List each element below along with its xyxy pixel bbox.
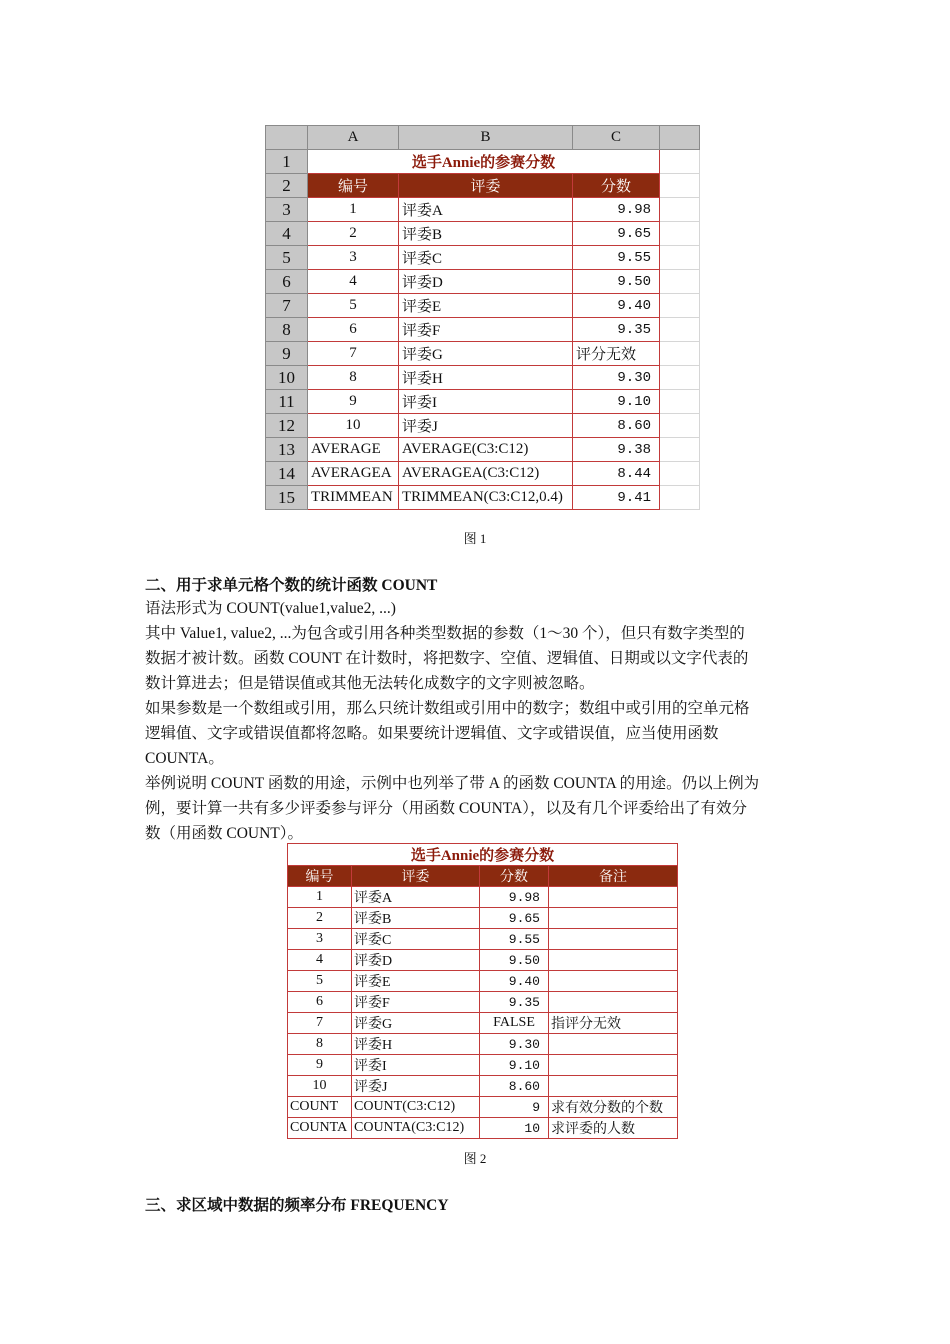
table-row (288, 1118, 678, 1139)
cell-id: COUNTA (288, 1118, 352, 1139)
cell-judge: 评委I (399, 390, 573, 414)
cell-judge: 评委I (352, 1055, 480, 1076)
corner-cell (266, 126, 308, 150)
cell-judge: AVERAGEA(C3:C12) (399, 462, 573, 486)
row-number: 11 (266, 390, 308, 414)
sheet-row (266, 174, 700, 198)
cell-score: 8.60 (573, 414, 660, 438)
cell-id: TRIMMEAN (308, 486, 399, 510)
cell-judge: 评委E (399, 294, 573, 318)
cell-score: 9.55 (480, 929, 549, 950)
section2-heading: 二、用于求单元格个数的统计函数 COUNT (145, 577, 438, 594)
paragraph-line: COUNTA。 (145, 750, 224, 767)
cell-id: COUNT (288, 1097, 352, 1118)
row-number: 4 (266, 222, 308, 246)
cell-id: 1 (308, 198, 399, 222)
row-number: 15 (266, 486, 308, 510)
paragraph-line: 逻辑值、文字或错误值都将忽略。如果要统计逻辑值、文字或错误值，应当使用函数 (145, 725, 719, 742)
cell-judge: 评委H (399, 366, 573, 390)
table-row (288, 929, 678, 950)
table-row (288, 908, 678, 929)
cell-note (549, 992, 678, 1013)
cell-score: 10 (480, 1118, 549, 1139)
figure2-table (287, 843, 678, 1139)
sheet-row (266, 438, 700, 462)
row-number: 5 (266, 246, 308, 270)
cell-id: AVERAGEA (308, 462, 399, 486)
sheet-row (266, 270, 700, 294)
cell-note (549, 908, 678, 929)
cell-note (549, 971, 678, 992)
row-number: 6 (266, 270, 308, 294)
paragraph-line: 例，要计算一共有多少评委参与评分（用函数 COUNTA），以及有几个评委给出了有效分 (145, 800, 747, 817)
cell-score: 9.30 (573, 366, 660, 390)
column-header-d (660, 126, 700, 150)
cell-judge: COUNTA(C3:C12) (352, 1118, 480, 1139)
cell-note (549, 1055, 678, 1076)
column-header-b: B (399, 126, 573, 150)
cell-judge: 评委A (399, 198, 573, 222)
cell-id: 10 (308, 414, 399, 438)
cell-id: 2 (288, 908, 352, 929)
cell-id: 6 (308, 318, 399, 342)
table-row (288, 950, 678, 971)
cell-score: 8.60 (480, 1076, 549, 1097)
column-header-row (266, 126, 700, 150)
paragraph-line: 举例说明 COUNT 函数的用途，示例中也列举了带 A 的函数 COUNTA 的用途。仍以上例为 (145, 775, 760, 792)
cell-id: 1 (288, 887, 352, 908)
cell-score: 9.10 (480, 1055, 549, 1076)
sheet-row (266, 414, 700, 438)
paragraph-line: 其中 Value1, value2, ...为包含或引用各种类型数据的参数（1～30 个），但只有数字类型的 (145, 625, 745, 642)
section3-heading: 三、求区域中数据的频率分布 FREQUENCY (145, 1197, 449, 1214)
cell-score: 9.40 (480, 971, 549, 992)
column-header-a: A (308, 126, 399, 150)
cell-judge: 评委B (399, 222, 573, 246)
sheet-row (266, 294, 700, 318)
cell-note (549, 929, 678, 950)
table-row (288, 1076, 678, 1097)
sheet-row (266, 198, 700, 222)
sheet-row (266, 150, 700, 174)
cell-score: 9 (480, 1097, 549, 1118)
cell-score: 9.98 (480, 887, 549, 908)
cell-judge: COUNT(C3:C12) (352, 1097, 480, 1118)
table-row (288, 1013, 678, 1034)
paragraph-line: 数（用函数 COUNT）。 (145, 825, 304, 842)
column-label: 编号 (288, 866, 352, 887)
sheet-row (266, 462, 700, 486)
cell-id: 3 (308, 246, 399, 270)
sheet2-body (288, 887, 678, 1139)
table-row (288, 1034, 678, 1055)
row-number: 8 (266, 318, 308, 342)
sheet-row (266, 222, 700, 246)
cell-id: 4 (288, 950, 352, 971)
cell-id: 9 (288, 1055, 352, 1076)
cell-judge: 评委A (352, 887, 480, 908)
cell-judge: 评委C (352, 929, 480, 950)
cell-id: 5 (308, 294, 399, 318)
cell-score: 9.30 (480, 1034, 549, 1055)
row-number: 13 (266, 438, 308, 462)
column-label: 评委 (352, 866, 480, 887)
cell-note (549, 950, 678, 971)
sheet-row (266, 390, 700, 414)
cell-judge: 评委G (352, 1013, 480, 1034)
cell-score: FALSE (480, 1013, 549, 1034)
sheet1-body (266, 198, 700, 510)
cell-id: 5 (288, 971, 352, 992)
cell-id: AVERAGE (308, 438, 399, 462)
row-number: 12 (266, 414, 308, 438)
cell-id: 3 (288, 929, 352, 950)
cell-score: 9.38 (573, 438, 660, 462)
paragraph-line: 语法形式为 COUNT(value1,value2, ...) (145, 600, 396, 617)
cell-judge: 评委F (399, 318, 573, 342)
header-row (288, 866, 678, 887)
cell-score: 9.35 (573, 318, 660, 342)
column-label: 分数 (573, 174, 660, 198)
cell-score: 9.41 (573, 486, 660, 510)
row-number: 2 (266, 174, 308, 198)
column-header-c: C (573, 126, 660, 150)
table-title: 选手Annie的参赛分数 (288, 844, 678, 866)
cell-id: 7 (288, 1013, 352, 1034)
paragraph-line: 数计算进去；但是错误值或其他无法转化成数字的文字则被忽略。 (145, 675, 595, 692)
cell-id: 9 (308, 390, 399, 414)
figure1-spreadsheet (265, 125, 700, 510)
cell-id: 4 (308, 270, 399, 294)
cell-judge: 评委E (352, 971, 480, 992)
row-number: 9 (266, 342, 308, 366)
column-label: 备注 (549, 866, 678, 887)
table-row (288, 1097, 678, 1118)
row-number: 10 (266, 366, 308, 390)
sheet-row (266, 246, 700, 270)
paragraph-line: 数据才被计数。函数 COUNT 在计数时，将把数字、空值、逻辑值、日期或以文字代表的 (145, 650, 749, 667)
cell-score: 9.35 (480, 992, 549, 1013)
cell-judge: 评委B (352, 908, 480, 929)
cell-note: 指评分无效 (549, 1013, 678, 1034)
cell-id: 8 (308, 366, 399, 390)
cell-id: 7 (308, 342, 399, 366)
table-row (288, 992, 678, 1013)
table-row (288, 887, 678, 908)
cell-score: 9.10 (573, 390, 660, 414)
cell-score: 评分无效 (573, 342, 660, 366)
paragraph-line: 如果参数是一个数组或引用，那么只统计数组或引用中的数字；数组中或引用的空单元格 (145, 700, 750, 717)
row-number: 7 (266, 294, 308, 318)
cell-score: 9.65 (573, 222, 660, 246)
cell-judge: 评委J (399, 414, 573, 438)
figure2-caption: 图 2 (463, 1151, 487, 1166)
cell-judge: 评委G (399, 342, 573, 366)
sheet-row (266, 318, 700, 342)
cell-note (549, 887, 678, 908)
sheet-row (266, 366, 700, 390)
cell-id: 2 (308, 222, 399, 246)
table-title: 选手Annie的参赛分数 (308, 150, 660, 174)
row-number: 14 (266, 462, 308, 486)
cell-id: 6 (288, 992, 352, 1013)
cell-score: 9.40 (573, 294, 660, 318)
cell-judge: 评委H (352, 1034, 480, 1055)
cell-score: 8.44 (573, 462, 660, 486)
cell-note (549, 1034, 678, 1055)
cell-judge: 评委D (352, 950, 480, 971)
title-row (288, 844, 678, 866)
table-row (288, 1055, 678, 1076)
row-number: 1 (266, 150, 308, 174)
cell-score: 9.98 (573, 198, 660, 222)
cell-note: 求有效分数的个数 (549, 1097, 678, 1118)
cell-id: 8 (288, 1034, 352, 1055)
cell-judge: 评委J (352, 1076, 480, 1097)
cell-score: 9.65 (480, 908, 549, 929)
cell-score: 9.50 (480, 950, 549, 971)
figure1-caption: 图 1 (463, 531, 487, 546)
cell-note (549, 1076, 678, 1097)
cell-judge: TRIMMEAN(C3:C12,0.4) (399, 486, 573, 510)
column-label: 编号 (308, 174, 399, 198)
cell-score: 9.50 (573, 270, 660, 294)
cell-id: 10 (288, 1076, 352, 1097)
column-label: 分数 (480, 866, 549, 887)
cell-note: 求评委的人数 (549, 1118, 678, 1139)
cell-judge: 评委D (399, 270, 573, 294)
cell-judge: 评委F (352, 992, 480, 1013)
cell-judge: 评委C (399, 246, 573, 270)
cell-score: 9.55 (573, 246, 660, 270)
section2-body (145, 596, 807, 846)
row-number: 3 (266, 198, 308, 222)
sheet-row (266, 486, 700, 510)
table-row (288, 971, 678, 992)
sheet-row (266, 342, 700, 366)
cell-judge: AVERAGE(C3:C12) (399, 438, 573, 462)
column-label: 评委 (399, 174, 573, 198)
